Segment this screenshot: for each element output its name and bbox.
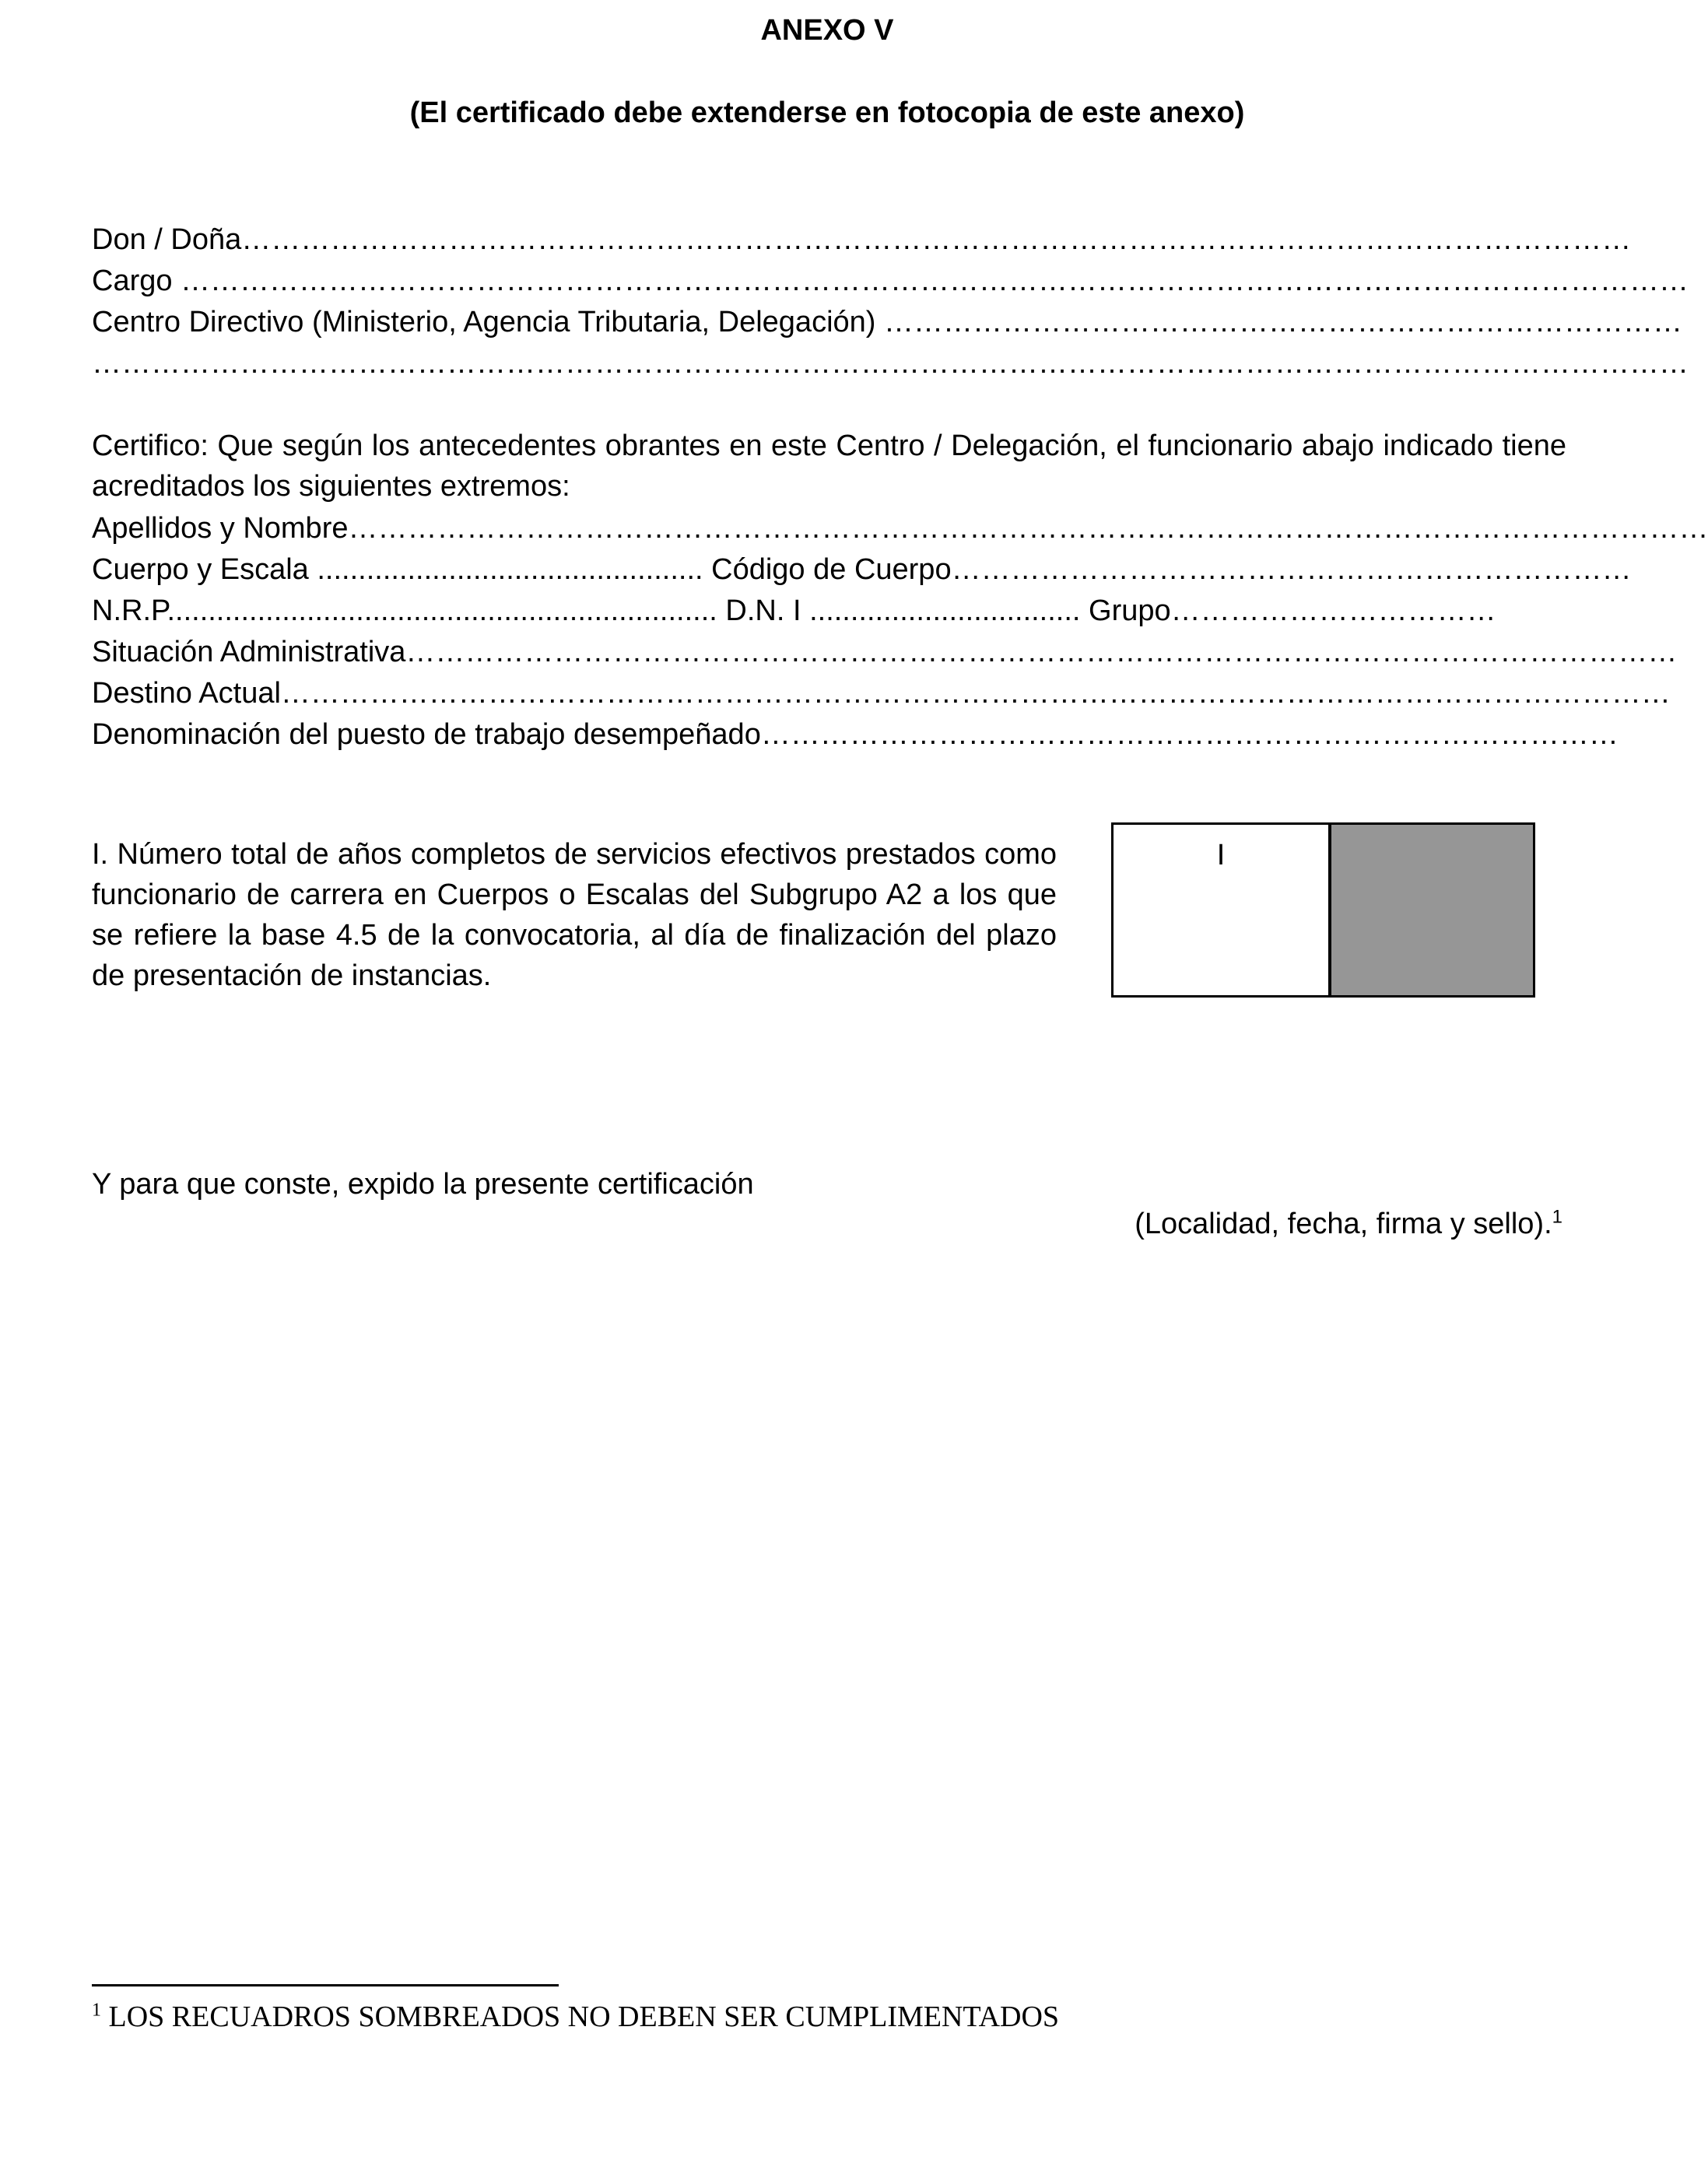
dotted-leader: ……………………………………………………………………………………………………………………………………………… (92, 347, 1689, 380)
section-i-box-label: I (1216, 839, 1226, 871)
field-destino-actual[interactable] (92, 673, 1671, 714)
field-centro-directivo[interactable] (92, 302, 1682, 342)
footnote-text: LOS RECUADROS SOMBREADOS NO DEBEN SER CUMPLIMENTADOS (108, 2000, 1060, 2033)
dotted-leader: …………………………………………………………… (951, 553, 1632, 586)
dotted-leader: …………………………………………………………………………… (760, 718, 1619, 751)
field-cargo[interactable] (92, 261, 1689, 301)
signature-line (92, 1204, 1562, 1244)
field-nrp-dni-grupo[interactable] (92, 591, 1566, 631)
section-i-paragraph: I. Número total de años completos de servicios efectivos prestados como funcionario de carrera en Cuerpos o Escalas del Subgrupo A2 a los que se refiere la base 4.5 de la convocatoria, al día de finalización del plazo de presentación de instancias. (92, 838, 1057, 992)
dotted-leader: …………………………… (1170, 594, 1496, 627)
section-i-input-box[interactable] (1111, 822, 1331, 998)
field-continuation-line[interactable] (92, 343, 1689, 384)
field-label: Don / Doña (92, 223, 242, 256)
certifico-paragraph: Certifico: Que según los antecedentes obrantes en este Centro / Delegación, el funcionario abajo indicado tiene acreditados los siguientes extremos: (92, 430, 1566, 503)
closing-statement: Y para que conste, expido la presente certificación (92, 1168, 754, 1201)
field-label: Destino Actual (92, 677, 281, 710)
dotted-leader: .................................................................. (175, 594, 726, 627)
field-label-codigo: Código de Cuerpo (711, 553, 952, 586)
field-label: Denominación del puesto de trabajo desempeñado (92, 718, 761, 751)
field-label-grupo: Grupo (1089, 594, 1171, 627)
dotted-leader: …………………………………………………………………………………………………………………………… (280, 677, 1671, 710)
field-label: Cargo (92, 265, 173, 297)
field-label-dni: D.N. I (725, 594, 801, 627)
field-label: Apellidos y Nombre (92, 512, 349, 545)
dotted-leader: ……………………………………………………………………………………………………………………………………… (172, 265, 1689, 297)
footnote-separator (92, 1984, 559, 1986)
field-cuerpo-escala[interactable] (92, 549, 1632, 590)
field-label: Cuerpo y Escala (92, 553, 309, 586)
footnote-number: 1 (92, 2000, 101, 2021)
field-situacion-administrativa[interactable] (92, 632, 1678, 672)
signature-text: (Localidad, fecha, firma y sello). (1135, 1208, 1552, 1240)
field-label: Centro Directivo (Ministerio, Agencia Tributaria, Delegación) (92, 306, 876, 338)
dotted-leader: ………………………………………………………………………………………………………………………… (348, 512, 1708, 545)
dotted-leader: ................................. (801, 594, 1089, 627)
footnote (92, 2000, 1059, 2034)
dotted-leader: …………………………………………………………………………………………………………………………… (241, 223, 1632, 256)
field-don-dona[interactable] (92, 219, 1632, 260)
annex-subtitle: (El certificado debe extenderse en fotocopia de este anexo) (409, 96, 1245, 129)
dotted-leader: ............................................... (308, 553, 712, 586)
section-i-shaded-box (1329, 822, 1535, 998)
dotted-leader: ……………………………………………………………………… (875, 306, 1682, 338)
dotted-leader: ………………………………………………………………………………………………………………… (405, 636, 1678, 668)
field-label-nrp: N.R.P. (92, 594, 176, 627)
field-apellidos-nombre[interactable] (92, 508, 1708, 549)
field-label: Situación Administrativa (92, 636, 406, 668)
footnote-ref: 1 (1552, 1206, 1562, 1228)
annex-title: ANEXO V (760, 14, 894, 47)
field-denominacion-puesto[interactable] (92, 714, 1619, 755)
